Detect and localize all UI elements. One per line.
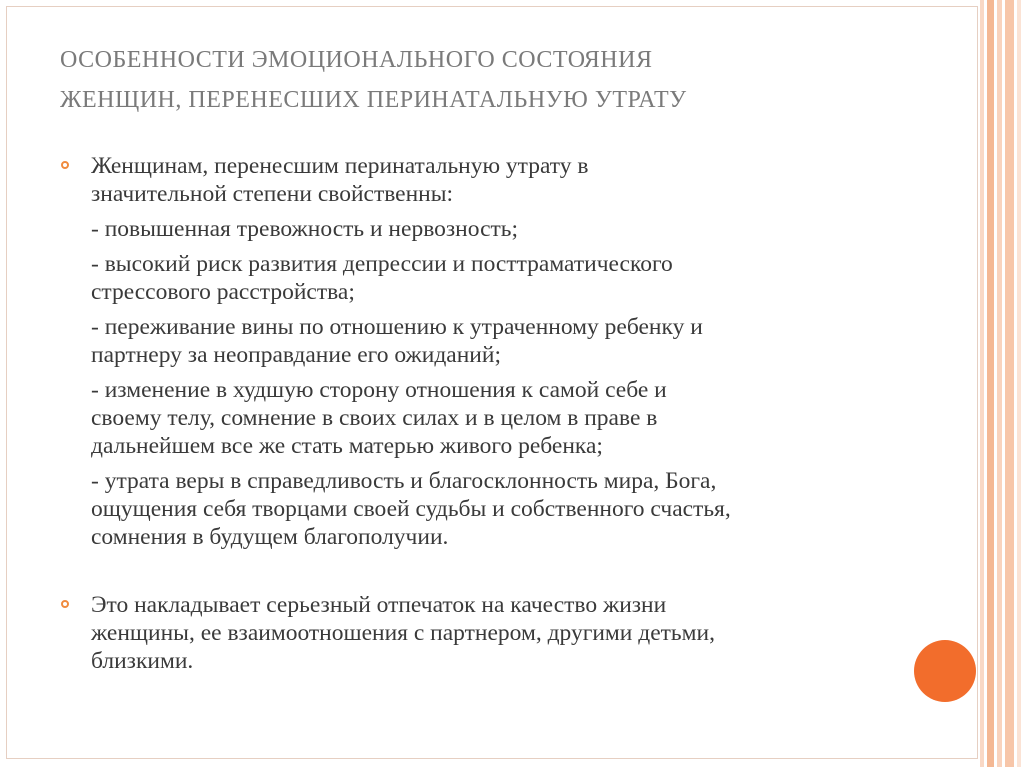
sub-item-line: стрессового расстройства; <box>91 279 355 305</box>
decorative-circle <box>914 640 976 702</box>
stripe <box>1005 0 1014 767</box>
bullet-item <box>60 591 880 675</box>
bullet-lead-line: близкими. <box>91 648 194 674</box>
sub-item-line: партнеру за неоправдание его ожиданий; <box>91 342 501 368</box>
sub-item-line: - изменение в худшую сторону отношения к самой себе и <box>91 377 667 403</box>
bullet-ring-icon <box>61 600 69 608</box>
sub-item <box>91 250 880 306</box>
sub-item-line: - утрата веры в справедливость и благосклонность мира, Бога, <box>91 468 717 494</box>
sub-item-line: - повышенная тревожность и нервозность; <box>91 216 519 242</box>
sub-item-line: своему телу, сомнение в своих силах и в целом в праве в <box>91 405 658 431</box>
sub-item <box>91 215 880 243</box>
sub-item-line: - переживание вины по отношению к утраченному ребенку и <box>91 314 703 340</box>
bullet-lead-line: Это накладывает серьезный отпечаток на качество жизни <box>91 592 667 618</box>
slide-title <box>60 40 920 120</box>
sub-item-line: ощущения себя творцами своей судьбы и собственного счастья, <box>91 496 731 522</box>
bullet-lead-line: женщины, ее взаимоотношения с партнером, другими детьми, <box>91 620 715 646</box>
bullet-ring-icon <box>61 161 69 169</box>
sub-item-line: дальнейшем все же стать матерью живого ребенка; <box>91 433 603 459</box>
bullet-lead-line: значительной степени свойственны: <box>91 181 454 207</box>
sub-item <box>91 467 880 551</box>
sub-item <box>91 313 880 369</box>
stripe <box>1017 0 1021 767</box>
sub-item-line: сомнения в будущем благополучии. <box>91 524 449 550</box>
sub-item-line: - высокий риск развития депрессии и посттраматического <box>91 251 673 277</box>
stripe <box>997 0 1002 767</box>
title-line-1: ОСОБЕННОСТИ ЭМОЦИОНАЛЬНОГО СОСТОЯНИЯ <box>60 47 653 73</box>
bullet-lead-line: Женщинам, перенесшим перинатальную утрату в <box>91 153 589 179</box>
bullet-item <box>60 152 880 551</box>
title-line-2: ЖЕНЩИН, ПЕРЕНЕСШИХ ПЕРИНАТАЛЬНУЮ УТРАТУ <box>60 87 687 113</box>
slide-body <box>60 152 880 675</box>
decorative-stripes <box>978 0 1024 767</box>
stripe <box>987 0 994 767</box>
stripe <box>980 0 984 767</box>
spacer <box>60 551 880 591</box>
sub-item <box>91 376 880 460</box>
